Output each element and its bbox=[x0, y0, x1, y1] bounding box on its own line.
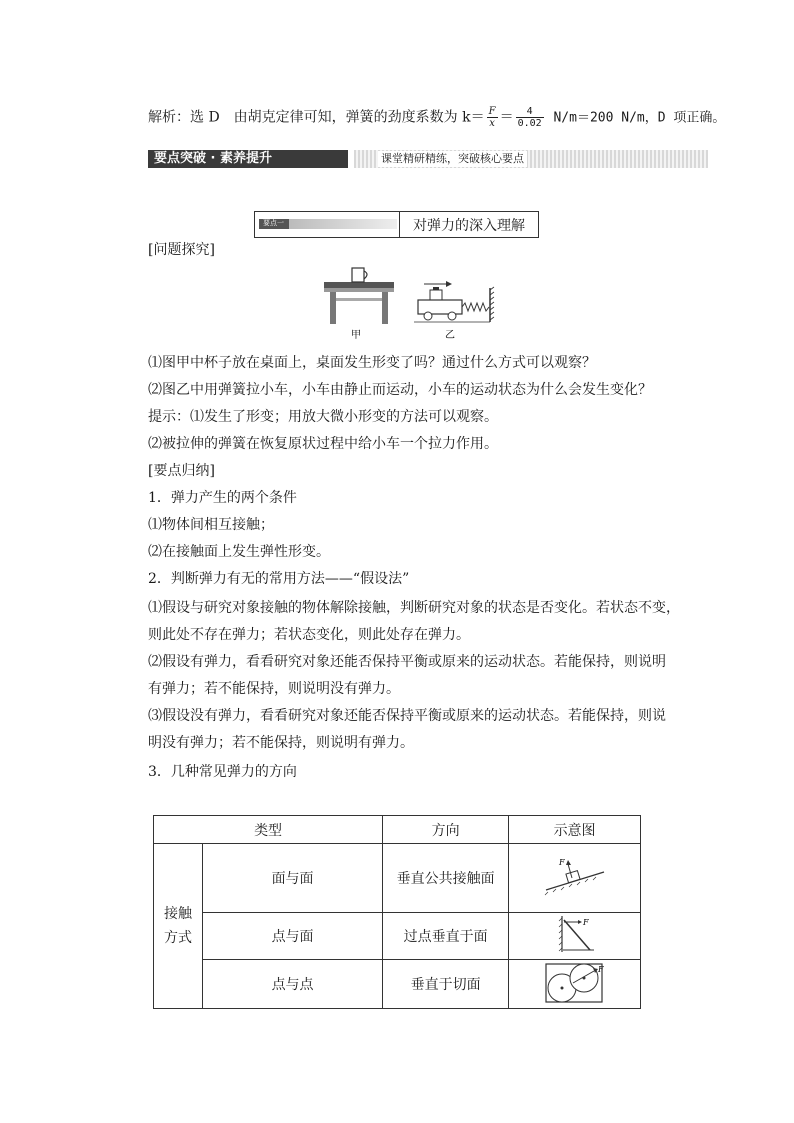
svg-text:F: F bbox=[597, 965, 604, 974]
point-1-title: 1．弹力产生的两个条件 bbox=[148, 490, 297, 506]
header-type: 类型 bbox=[154, 816, 383, 844]
section-title: 对弹力的深入理解 bbox=[413, 218, 525, 234]
row-diagram bbox=[509, 913, 641, 960]
point-point-diagram bbox=[542, 960, 608, 1004]
table-row bbox=[154, 913, 641, 960]
point-1-a: ⑴物体间相互接触； bbox=[148, 517, 274, 533]
hint-1: 提示：⑴发生了形变；用放大微小形变的方法可以观察。 bbox=[148, 409, 498, 425]
equals-sign: ＝ bbox=[499, 109, 514, 126]
question-2: ⑵图乙中用弹簧拉小车，小车由静止而运动，小车的运动状态为什么会发生变化？ bbox=[148, 382, 652, 398]
svg-text:F: F bbox=[558, 858, 565, 867]
row-type: 面与面 bbox=[203, 844, 383, 913]
force-direction-table bbox=[153, 815, 641, 1009]
question-1: ⑴图甲中杯子放在桌面上，桌面发生形变了吗？通过什么方式可以观察？ bbox=[148, 355, 596, 371]
point-2-title: 2．判断弹力有无的常用方法——“假设法” bbox=[148, 571, 410, 587]
section-divider bbox=[399, 212, 400, 237]
table-with-cup-diagram bbox=[324, 268, 394, 324]
surface-surface-diagram bbox=[540, 856, 610, 896]
point-1-b: ⑵在接触面上发生弹性形变。 bbox=[148, 544, 330, 560]
point-surface-diagram bbox=[550, 914, 600, 954]
point-3-title: 3．几种常见弹力的方向 bbox=[148, 764, 297, 780]
section-tag: 要点一 bbox=[259, 219, 397, 229]
explore-heading: [问题探究] bbox=[148, 242, 215, 258]
point-2-c-line2: 明没有弹力；若不能保持，则说明有弹力。 bbox=[148, 735, 414, 751]
fraction-4-over-002: $\frac{4}{0.02}$ bbox=[517, 106, 542, 129]
section-title-box bbox=[254, 211, 539, 238]
row-type: 点与面 bbox=[203, 913, 383, 960]
hint-2: ⑵被拉伸的弹簧在恢复原状过程中给小车一个拉力作用。 bbox=[148, 436, 498, 452]
row-diagram bbox=[509, 960, 641, 1009]
section-banner bbox=[148, 150, 708, 168]
banner-subtitle-strip bbox=[354, 150, 708, 168]
row-direction: 过点垂直于面 bbox=[383, 913, 509, 960]
summary-heading: [要点归纳] bbox=[148, 463, 215, 479]
table-row bbox=[154, 844, 641, 913]
answer-line bbox=[148, 106, 725, 129]
row-direction: 垂直公共接触面 bbox=[383, 844, 509, 913]
answer-suffix: N/m＝200 N/m，D 项正确。 bbox=[545, 110, 726, 126]
figure-label-jia: 甲 bbox=[351, 330, 361, 341]
row-direction: 垂直于切面 bbox=[383, 960, 509, 1009]
point-2-b-line2: 有弹力；若不能保持，则说明没有弹力。 bbox=[148, 681, 400, 697]
banner-title: 要点突破 · 素养提升 bbox=[148, 150, 348, 168]
header-diagram: 示意图 bbox=[509, 816, 641, 844]
cart-with-spring-diagram bbox=[414, 281, 494, 322]
experiment-figure bbox=[318, 262, 508, 344]
table-header-row bbox=[154, 816, 641, 844]
point-2-a-line2: 则此处不存在弹力；若状态变化，则此处存在弹力。 bbox=[148, 627, 470, 643]
svg-text:F: F bbox=[582, 918, 589, 927]
point-2-c-line1: ⑶假设没有弹力，看看研究对象还能否保持平衡或原来的运动状态。若能保持，则说 bbox=[148, 708, 666, 724]
answer-prefix: 解析：选 D 由胡克定律可知，弹簧的劲度系数为 k＝ bbox=[148, 109, 485, 126]
point-2-b-line1: ⑵假设有弹力，看看研究对象还能否保持平衡或原来的运动状态。若能保持，则说明 bbox=[148, 654, 666, 670]
fraction-f-over-x: $\frac{F}{x}$ bbox=[488, 106, 496, 129]
row-type: 点与点 bbox=[203, 960, 383, 1009]
banner-subtitle: 课堂精研精练，突破核心要点 bbox=[378, 151, 527, 167]
table-row bbox=[154, 960, 641, 1009]
row-diagram bbox=[509, 844, 641, 913]
header-direction: 方向 bbox=[383, 816, 509, 844]
point-2-a-line1: ⑴假设与研究对象接触的物体解除接触，判断研究对象的状态是否变化。若状态不变， bbox=[148, 600, 680, 616]
figure-label-yi: 乙 bbox=[445, 330, 455, 341]
contact-mode-label: 接触 方式 bbox=[154, 844, 203, 1009]
